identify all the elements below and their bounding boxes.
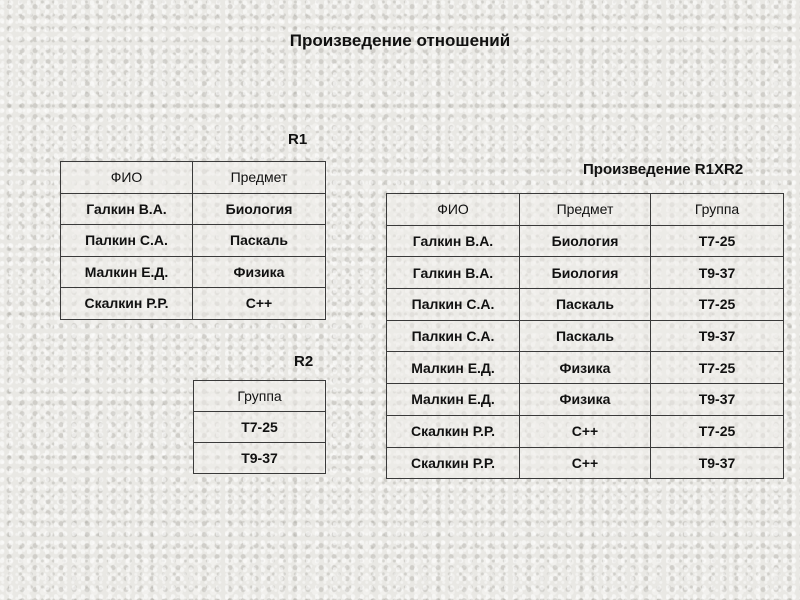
table-cell: Т7-25 (651, 225, 784, 257)
table-cell: Т7-25 (651, 352, 784, 384)
table-cell: Т7-25 (651, 415, 784, 447)
table-cell: Биология (193, 193, 326, 225)
table-row (387, 320, 784, 352)
table-cell: Палкин С.А. (387, 289, 520, 321)
table-cell: Палкин С.А. (61, 225, 193, 257)
table-row (387, 225, 784, 257)
table-cell: Биология (520, 257, 651, 289)
product-table (386, 193, 784, 479)
table-row (387, 384, 784, 416)
r1-table (60, 161, 326, 320)
r2-table (193, 380, 326, 474)
table-cell: Т9-37 (651, 320, 784, 352)
table-row (387, 289, 784, 321)
table-row (61, 288, 326, 320)
table-header-row (387, 194, 784, 226)
table-cell: Галкин В.А. (61, 193, 193, 225)
table-cell: Паскаль (193, 225, 326, 257)
table-cell: Т9-37 (651, 257, 784, 289)
page-title: Произведение отношений (289, 31, 511, 50)
table-cell: С++ (520, 447, 651, 479)
table-header-row (61, 162, 326, 194)
table-cell: Т9-37 (651, 447, 784, 479)
header-cell-subject: Предмет (193, 162, 326, 194)
table-row (61, 256, 326, 288)
table-cell: Т7-25 (651, 289, 784, 321)
table-row (194, 443, 326, 474)
r1-label: R1 (288, 131, 308, 148)
table-cell: Т9-37 (651, 384, 784, 416)
table-cell: Галкин В.А. (387, 257, 520, 289)
table-row (61, 225, 326, 257)
header-cell-subject: Предмет (520, 194, 651, 226)
table-cell: Т7-25 (194, 412, 326, 443)
table-header-row (194, 381, 326, 412)
table-cell: Физика (520, 384, 651, 416)
table-cell: Паскаль (520, 320, 651, 352)
table-cell: Скалкин Р.Р. (61, 288, 193, 320)
table-cell: Паскаль (520, 289, 651, 321)
header-cell-group: Группа (651, 194, 784, 226)
table-cell: Физика (193, 256, 326, 288)
table-row (387, 447, 784, 479)
table-cell: Скалкин Р.Р. (387, 415, 520, 447)
table-row (61, 193, 326, 225)
table-cell: С++ (520, 415, 651, 447)
table-row (387, 257, 784, 289)
table-cell: Физика (520, 352, 651, 384)
header-cell-fio: ФИО (387, 194, 520, 226)
table-cell: С++ (193, 288, 326, 320)
table-cell: Малкин Е.Д. (387, 384, 520, 416)
product-label: Произведение R1XR2 (583, 161, 744, 178)
header-cell-fio: ФИО (61, 162, 193, 194)
table-row (194, 412, 326, 443)
table-cell: Малкин Е.Д. (387, 352, 520, 384)
table-row (387, 415, 784, 447)
table-cell: Палкин С.А. (387, 320, 520, 352)
table-cell: Галкин В.А. (387, 225, 520, 257)
table-cell: Скалкин Р.Р. (387, 447, 520, 479)
table-cell: Малкин Е.Д. (61, 256, 193, 288)
table-cell: Биология (520, 225, 651, 257)
header-cell-group: Группа (194, 381, 326, 412)
table-cell: Т9-37 (194, 443, 326, 474)
table-row (387, 352, 784, 384)
r2-label: R2 (294, 353, 314, 370)
